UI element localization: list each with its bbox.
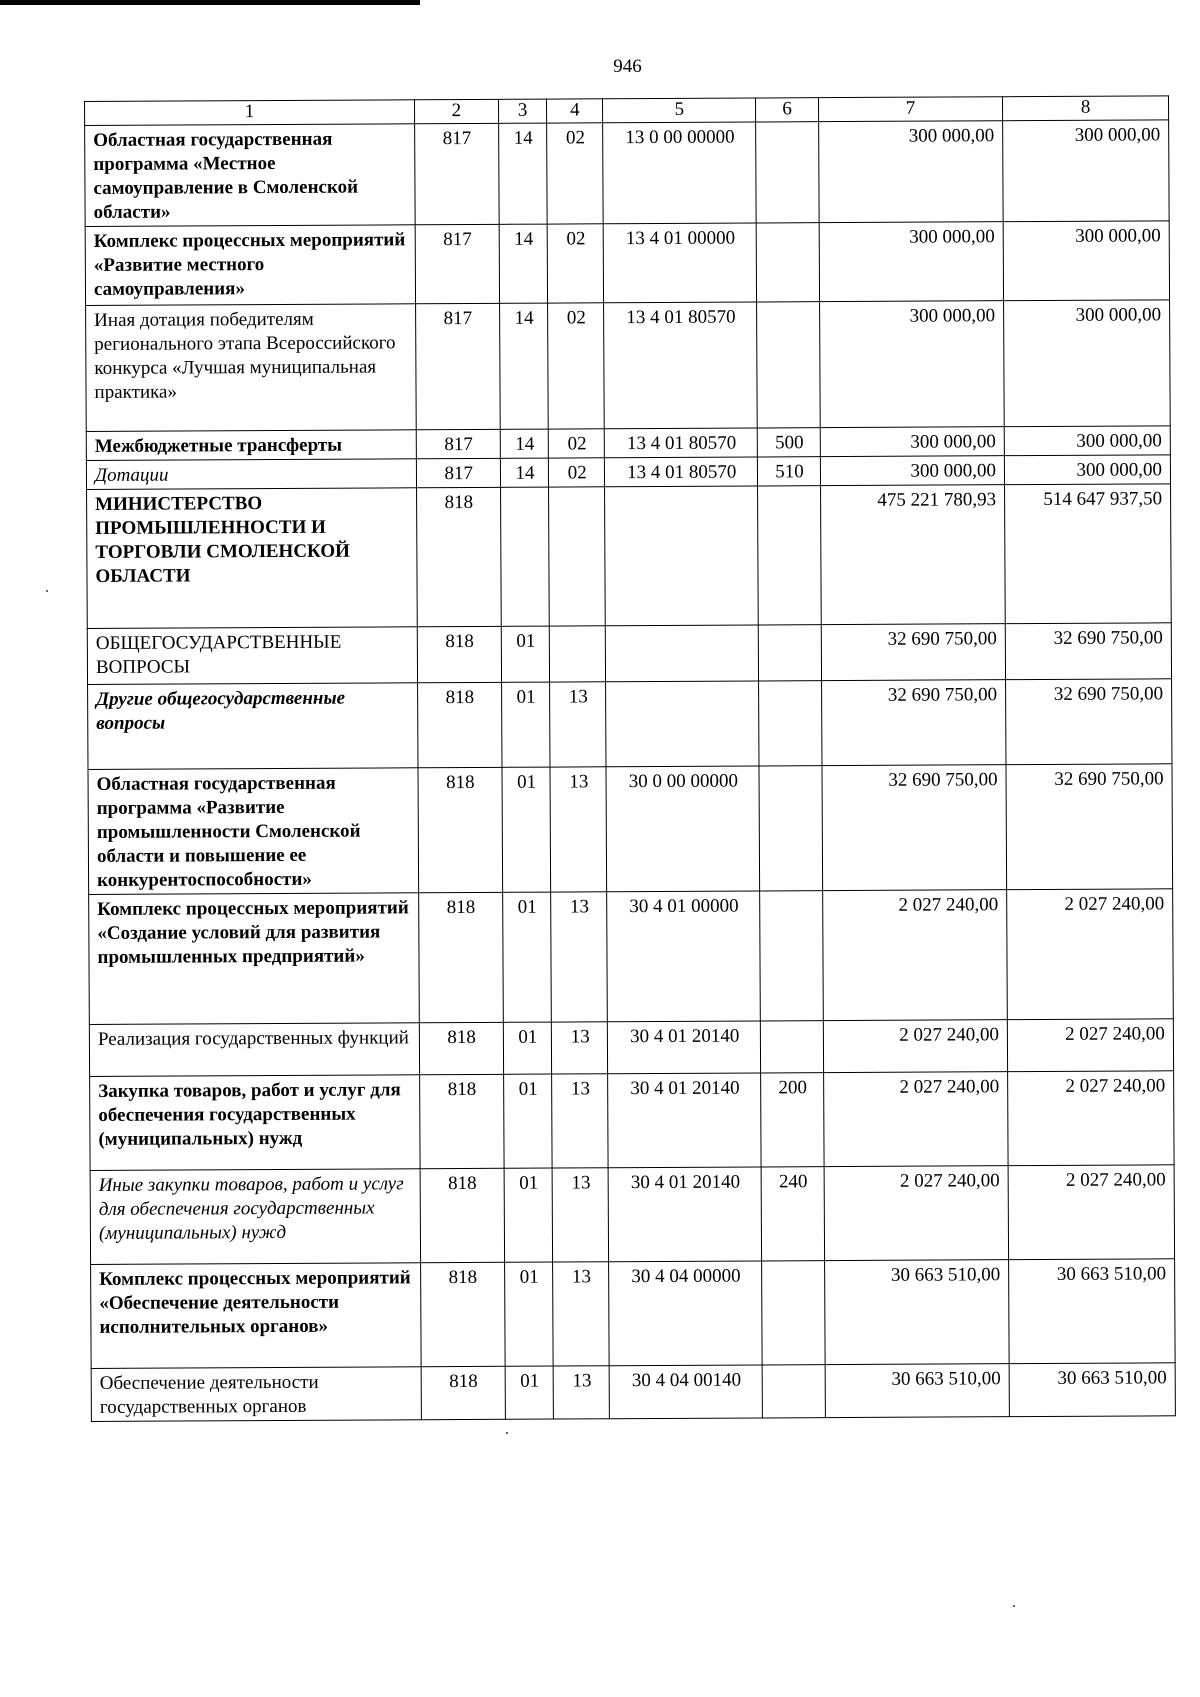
row-subsection: 02 — [548, 303, 605, 429]
row-subsection: 13 — [553, 1262, 610, 1366]
row-target: 30 0 00 00000 — [606, 766, 760, 892]
row-subsection: 13 — [551, 892, 608, 1022]
row-amount-1: 32 690 750,00 — [821, 680, 1006, 766]
row-subsection: 13 — [550, 682, 606, 767]
row-subsection: 13 — [552, 1168, 609, 1262]
scan-speck — [46, 590, 48, 592]
row-amount-2: 300 000,00 — [1003, 120, 1170, 222]
row-amount-1: 300 000,00 — [819, 301, 1004, 428]
row-name: Иная дотация победителям регионального этапа Всероссийского конкурса «Лучшая муниципальная практика» — [86, 304, 416, 432]
row-amount-1: 2 027 240,00 — [822, 890, 1007, 1021]
row-code: 818 — [417, 626, 501, 682]
row-amount-2: 300 000,00 — [1003, 221, 1169, 301]
row-name: ОБЩЕГОСУДАРСТВЕННЫЕ ВОПРОСЫ — [87, 627, 417, 685]
table-row — [89, 1019, 1173, 1077]
row-code: 818 — [419, 1074, 504, 1168]
row-name: Иные закупки товаров, работ и услуг для обеспечения государственных (муниципальных) нужд — [90, 1169, 420, 1265]
row-code: 818 — [416, 487, 501, 626]
table-row — [86, 300, 1171, 432]
row-section: 14 — [498, 123, 547, 224]
row-subsection: 02 — [547, 123, 604, 224]
column-number-header: 5 — [603, 98, 756, 123]
row-amount-2: 2 027 240,00 — [1008, 1071, 1174, 1166]
row-amount-2: 300 000,00 — [1004, 455, 1170, 485]
row-name: Реализация государственных функций — [89, 1023, 419, 1077]
row-subsection: 13 — [552, 1074, 609, 1168]
row-section: 01 — [501, 626, 550, 682]
row-expense-type — [760, 891, 823, 1021]
row-name: Комплекс процессных мероприятий «Обеспечение деятельности исполнительных органов» — [91, 1263, 421, 1369]
row-expense-type: 500 — [758, 428, 821, 457]
row-expense-type: 200 — [761, 1073, 824, 1167]
row-target: 30 4 04 00000 — [609, 1261, 763, 1366]
table-row — [85, 120, 1170, 227]
row-amount-1: 2 027 240,00 — [824, 1166, 1009, 1261]
row-amount-1: 300 000,00 — [819, 222, 1004, 302]
row-expense-type — [759, 766, 822, 891]
table-row — [90, 1071, 1174, 1171]
row-code: 818 — [418, 892, 503, 1022]
row-name: Другие общегосударственные вопросы — [88, 683, 418, 770]
row-target — [606, 681, 759, 767]
page-number: 946 — [613, 56, 642, 77]
row-name: Комплекс процессных мероприятий «Создание условий для развития промышленных предприятий» — [89, 893, 419, 1025]
row-amount-2: 2 027 240,00 — [1007, 889, 1174, 1020]
column-number-header: 3 — [498, 99, 547, 123]
row-expense-type: 240 — [761, 1167, 824, 1261]
row-subsection: 13 — [552, 1022, 608, 1074]
row-name: Закупка товаров, работ и услуг для обеспечения государственных (муниципальных) нужд — [90, 1075, 420, 1171]
row-amount-1: 32 690 750,00 — [821, 624, 1006, 681]
row-amount-2: 32 690 750,00 — [1005, 623, 1171, 680]
row-section: 01 — [503, 1022, 552, 1074]
row-target — [605, 486, 759, 626]
row-section: 01 — [502, 767, 551, 892]
row-expense-type — [759, 681, 822, 766]
row-expense-type: 510 — [758, 457, 821, 486]
row-code: 817 — [416, 429, 500, 458]
row-target: 30 4 01 20140 — [608, 1073, 761, 1168]
row-amount-1: 300 000,00 — [820, 427, 1004, 457]
row-section — [500, 487, 549, 626]
row-subsection — [549, 487, 606, 626]
row-section: 14 — [500, 458, 549, 487]
table-row — [88, 679, 1172, 770]
column-number-header: 2 — [414, 99, 498, 123]
row-code: 818 — [418, 767, 503, 892]
budget-rows — [85, 120, 1176, 1422]
row-subsection: 02 — [547, 224, 603, 303]
row-expense-type — [759, 625, 822, 681]
row-amount-2: 32 690 750,00 — [1006, 764, 1173, 890]
row-code: 818 — [417, 682, 501, 767]
row-section: 14 — [499, 303, 548, 429]
row-code: 818 — [421, 1366, 505, 1419]
column-number-header: 7 — [818, 97, 1002, 122]
row-section: 01 — [503, 1074, 552, 1168]
row-expense-type — [756, 122, 819, 223]
row-name: МИНИСТЕРСТВО ПРОМЫШЛЕННОСТИ И ТОРГОВЛИ СМОЛЕНСКОЙ ОБЛАСТИ — [87, 488, 417, 629]
row-amount-1: 300 000,00 — [820, 456, 1004, 486]
row-amount-1: 300 000,00 — [818, 121, 1003, 223]
scan-speck — [1013, 1605, 1015, 1607]
table-row — [91, 1363, 1175, 1422]
row-target: 13 4 01 80570 — [605, 457, 758, 487]
table-row — [88, 764, 1173, 895]
row-section: 01 — [501, 682, 550, 767]
row-name: Областная государственная программа «Развитие промышленности Смоленской области и повышение ее конкурентоспособности» — [88, 768, 418, 895]
row-target: 13 4 01 80570 — [605, 428, 758, 458]
row-target: 30 4 04 00140 — [609, 1365, 762, 1419]
row-amount-2: 514 647 937,50 — [1005, 484, 1172, 624]
column-number-header: 1 — [85, 100, 415, 126]
row-section: 14 — [500, 429, 549, 458]
row-target: 30 4 01 20140 — [608, 1021, 761, 1074]
table-row — [91, 1259, 1176, 1369]
row-target: 13 0 00 00000 — [603, 122, 757, 224]
row-subsection: 13 — [550, 767, 607, 892]
row-amount-2: 2 027 240,00 — [1007, 1019, 1173, 1072]
row-name: Межбюджетные трансферты — [86, 430, 416, 461]
row-name: Областная государственная программа «Местное самоуправление в Смоленской области» — [85, 124, 415, 227]
row-amount-1: 30 663 510,00 — [825, 1364, 1010, 1418]
budget-table — [84, 95, 1176, 1422]
row-subsection: 02 — [549, 458, 605, 487]
row-code: 818 — [420, 1168, 505, 1262]
row-section: 14 — [499, 224, 548, 303]
row-name: Дотации — [86, 459, 416, 490]
table-row — [87, 484, 1172, 629]
row-section: 01 — [504, 1262, 553, 1366]
row-subsection: 13 — [553, 1366, 609, 1419]
table-row — [85, 221, 1169, 306]
row-amount-1: 2 027 240,00 — [823, 1020, 1008, 1073]
row-amount-1: 475 221 780,93 — [820, 485, 1005, 625]
column-number-header: 4 — [547, 99, 603, 123]
row-expense-type — [762, 1261, 825, 1365]
row-expense-type — [762, 1365, 825, 1418]
row-code: 817 — [416, 458, 500, 487]
row-code: 818 — [419, 1022, 503, 1074]
row-section: 01 — [502, 892, 551, 1022]
row-code: 817 — [414, 123, 499, 224]
scan-speck — [506, 1432, 508, 1434]
row-amount-2: 30 663 510,00 — [1009, 1363, 1175, 1417]
row-amount-2: 30 663 510,00 — [1009, 1259, 1176, 1364]
row-target: 30 4 01 00000 — [607, 891, 761, 1022]
row-expense-type — [758, 486, 821, 625]
row-amount-1: 32 690 750,00 — [822, 765, 1007, 891]
row-name: Обеспечение деятельности государственных органов — [91, 1367, 421, 1422]
top-edge-rule — [0, 0, 420, 5]
row-target: 13 4 01 00000 — [603, 223, 756, 303]
row-name: Комплекс процессных мероприятий «Развитие местного самоуправления» — [85, 225, 415, 306]
column-number-header: 6 — [756, 98, 819, 122]
row-target — [606, 625, 759, 682]
row-code: 817 — [415, 303, 500, 429]
column-number-header: 8 — [1003, 96, 1169, 121]
table-row — [89, 889, 1174, 1025]
table-row — [90, 1165, 1174, 1265]
row-amount-2: 2 027 240,00 — [1008, 1165, 1174, 1260]
row-expense-type — [756, 223, 819, 302]
row-target: 13 4 01 80570 — [604, 302, 758, 429]
row-amount-1: 30 663 510,00 — [824, 1260, 1009, 1365]
row-code: 818 — [420, 1262, 505, 1366]
row-code: 817 — [415, 224, 499, 303]
row-section: 01 — [504, 1168, 553, 1262]
row-subsection — [550, 626, 606, 682]
row-section: 01 — [505, 1366, 554, 1419]
row-expense-type — [761, 1021, 824, 1073]
row-expense-type — [757, 302, 820, 428]
row-amount-1: 2 027 240,00 — [823, 1072, 1008, 1167]
row-amount-2: 300 000,00 — [1004, 426, 1170, 456]
row-amount-2: 32 690 750,00 — [1006, 679, 1172, 765]
table-row — [87, 623, 1171, 685]
row-subsection: 02 — [548, 429, 604, 458]
row-amount-2: 300 000,00 — [1004, 300, 1171, 427]
row-target: 30 4 01 20140 — [608, 1167, 761, 1262]
